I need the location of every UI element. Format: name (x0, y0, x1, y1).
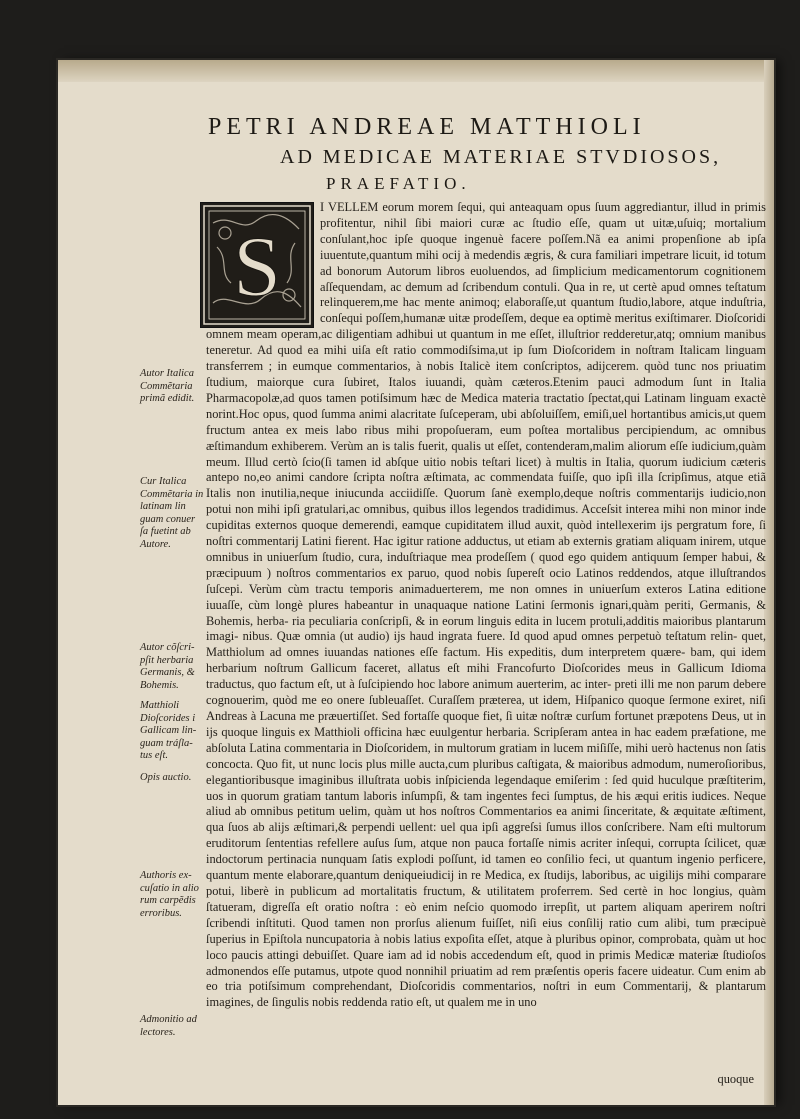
initial-spacer (200, 200, 314, 324)
book-page (58, 60, 774, 1105)
margin-note-5: Opis auctio. (140, 772, 192, 783)
header-author: PETRI ANDREAE MATTHIOLI (208, 114, 646, 140)
initial-letter: S (233, 218, 281, 314)
margin-note-4: Matthioli Dioſcorides i Gallicam lin- guam tráſla- tus eſt. (140, 700, 197, 761)
page-top-band (58, 60, 774, 82)
catchword: quoque (717, 1072, 754, 1086)
preface-body (206, 200, 766, 1011)
margin-note-3: Autor cõſcri- pſit herbaria Germanis, & Bohemis. (140, 642, 195, 691)
margin-note-6: Authoris ex- cuſatio in alio rum carpẽdis erroribus. (140, 870, 199, 919)
margin-note-1: Autor Italica Commẽtaria primã edidit. (140, 368, 195, 404)
margin-note-2: Cur Italica Commẽtaria in latinam lin guam conuer ſa fuetint ab Autore. (140, 476, 204, 550)
margin-note-7: Admonitio ad lectores. (140, 1014, 197, 1038)
header-subtitle: AD MEDICAE MATERIAE STVDIOSOS, (280, 146, 722, 168)
header-praefatio: PRAEFATIO. (326, 174, 471, 193)
preface-paragraph: I VELLEM eorum morem ſequi, qui anteaquam opus ſuum aggrediantur, illud in primis profitentur, nihil ſibi maiori curæ ac ſtudio eſſe, quam ut uitæ,uſuiq; mortalium conſulant,hoc ipſe quoque ingenuè facere poſſem.Nã ea animi propenſione ab ipſa iuuentute,quantum mihi ocij à medendis ægris, & cura familiari impetrare licuit, id totum ad bonorum Autorum libros euoluendos, ad ſimplicium medicamentorum cognitionem aſſequendam, ac demum ad ſcribendum contuli. Qua in re, ut certè apud omnes teſtatum relinquerem,me hac mente animoq; elaboraſſe,ut quantum ſtudio,labore, atque induſtria, conſequi poſſem,humanæ uitæ prodeſſem, deque ea optimè meritus exiſtimarer. Dioſcoridi omnem meam operam,ac diligentiam adhibui ut quantum in me eſſet, illuſtrior redderetur,atq; omnium manibus teneretur. Ad quod ea mihi uiſa eſt ratio commodiſsima,ut ip ſum Dioſcoridem in noſtram Italicam linguam transferrem ; in eumque commentarios, à nobis Italicè item conſcriptos, adijcerem. quòd tunc nos priuatim ſtudium, maiorque cura ſubiret, Italos iuuandi, quàm cæteros.Etenim pauci admodum ſunt in Italia Pharmacopolæ,ad quos tamen potiſsimum hæc de Medica materia tractatio ſpectat,qui Latinam linguam exactè norint.Hoc opus, quod ſumma animi alacritate ſuſceperam, ubi abſoluiſſem, emiſi,uel hortantibus amicis,ut quem fructum antea ex meis labo ribus mihi propoſueram, eum poſtea mortalibus percipiendum, ac omnibus æſtimandum exhiberem. Verùm an is talis fuerit, qualis ut eſſet, contenderam,malim aliorum eſſe iudicium,quàm meum. Illud certò ſcio(ſi tamen id abſque uitio nobis teſtari licet) à multis in Italia, quorum iudicium cæteris antepo no,eo animi candore ſcripta noſtra æſtimata, ac commendata fuiſſe, quo ipſi illa ſcripſimus, atque etiã Italis non inutilia,neque iniucunda acciidiſſe. Quorum ſanè exemplo,deque noſtris commentarijs iudicio,non potui non mihi ipſi gratulari,ac omnibus, quibus illos legendos tradidimus. Acceſsit interea mihi non minor inde cupiditas externos quoque demerendi, eamque cupiditatem illud auxit, quòd intellexerim ijs pergratum fore, ſi noſtri commentarij Latini fierent. Hac igitur ratione adductus, ut etiam ab externis gratiam aliquam inirem, utque omnibus in uniuerſum ſtudio, cura, induſtriaque mea prodeſſem ( quod ego quidem antiquum ſemper habui, & præcipuum ) noſtros commentarios ex paruo, quod nobis ſupereſt ocio Latinos reddendos, atque illuſtrandos ſuſcepi. Verùm cùm tractu temporis animaduerterem, me non omnes in uniuerſum exteros Latina editione iuuaſſe, cùm longè plures habeantur in unaquaque natione Latini ſermonis ignari,quàm periti, Germanis, & Bohemis, herba- ria peculiaria conſcripſi, & in eorum linguis edita in lucem protuli,additis maioribus plantarum imagi- nibus. Quæ omnia (ut audio) ijs haud ingrata fuere. Id quod apud omnes perpetuò teſtatum relin- quet, Matthiolum ad omnes iuuandas nationes eſſe factum. His expeditis, dum interpretem quære- bam, qui idem herbarium noſtrum Gallicum faceret, allatus eſt mihi Francofurto Dioſcorides meus in Gallicum Idioma traductus, quo factum eſt, ut à ſuſcipiendo hoc labore animum auerterim, ac inter- preti illi me non parum debere cognouerim, quòd me eo onere ſubleuaſſet. Curaſſem præterea, ut idem, Hiſpanico quoque ſermone exiret, niſi Andreas à Lacuna me præuertiſſet. Sed fortaſſe quoque fiet, ſi uitæ noſtræ curſum fortunet præpotens Deus, ut in ijs quoque linguis ex Matthioli officina hæc euulgentur herbaria. Scripſeram antea in hac eadem præfatione, me abſoluta Latina commentaria in Dioſcoridem, in multorum gratiam in lucem miſiſſe, mihi uerò hactenus non ſatis concocta. Quo fit, ut nunc locis plus mille aucta,cum pluribus caſtigata, & maioribus admodum, numeroſioribus, elegantioribusque imaginibus illuſtrata uobis inſpicienda legendaque emiſerim : ſed quid huculque præſtiterim, uos in quorum gratiam tantum laboris inſumpſi, & tam ingentes feci ſumptus, de his æqui eritis iudices. Neque aliud ab omnibus petitum uelim, quàm ut hos noſtros Commentarios ea animi ſinceritate, & æquitate æſtiment, qua ſuos ab alijs æſtimari,& perpendi uellent: uel qua ipſi aggreſsi ſumus illos conſcribere. Nam eſti multorum eruditorum ſententias refellere auſus ſum, atque non pauca fortaſſe nimis acriter inſequi, corrupta ſcilicet, quæ indoctorum pertinacia nunquam ſatis explodi poſſunt, id tamen eo conſilio feci, ut quantum ingenio perficere, quantum mente elaborare,quantum deniqueiudicij in re Medica, ex ſtudijs, laboribus, ac uigilijs mihi comparare potui, liberè in publicum ad mortalitatis fructum, & utilitatem proferrem. Sed certè in hoc longius, quàm ſtatueram, digreſſa eſt oratio noſtra : eò enim neſcio quomodo irrepſit, ut partem aliquam aperirem noſtri ſcribendi inſtituti. Quod tamen non prorſus alienum fuiſſet, niſi eius conſilij ratio cum alibi, tum præcipuè ſuperius in Epiſtola nuncupatoria à nobis latius expoſita eſſet, atque à pluribus opinor, comprobata, quàm ut hoc loco paucis attingi debuiſſet. Quare iam ad id nobis accedendum eſt, quod in primis Medicæ materiæ ſtudioſos admonendos eſſe putamus, utpote quod nonnihil priuatim ad rem præſentis operis facere uideatur. Cum enim ab eo tria potiſsimum comprehendant, Dioſcoridis commentarios, noſtri in eum Commentarij, & plantarum imagines, de ſingulis nobis reddenda ratio eſt, ut qualem me in uno (206, 200, 766, 1010)
